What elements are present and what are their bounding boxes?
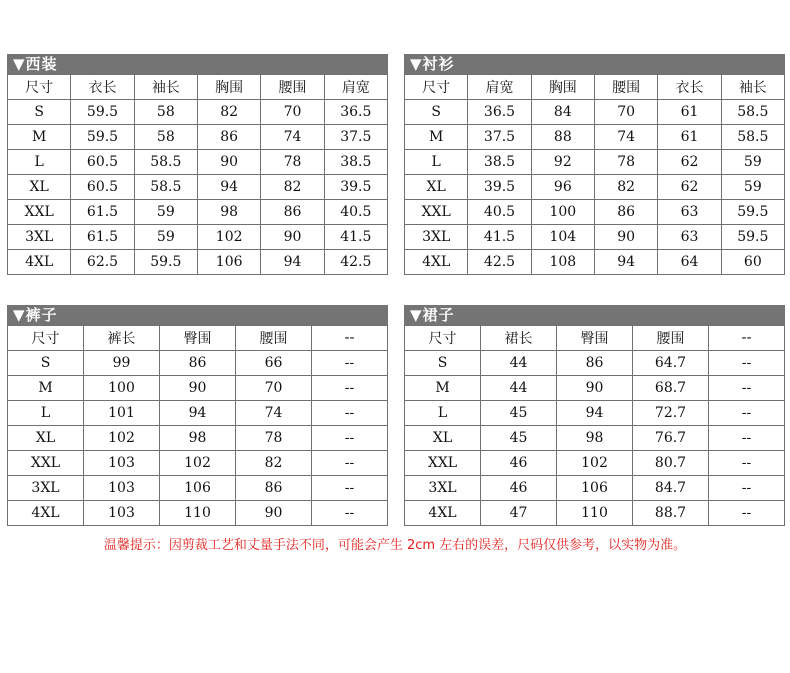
table-cell: -- [312,476,388,501]
table-cell: 106 [557,476,633,501]
table-cell: 4XL [405,501,481,526]
table-row [8,376,388,401]
table-cell: 62.5 [71,250,134,275]
table-cell: 86 [594,200,657,225]
table-row [8,451,388,476]
table-cell: M [8,376,84,401]
table-cell: 68.7 [633,376,709,401]
table-cell: XXL [405,451,481,476]
table-row [8,476,388,501]
table-cell: S [405,100,468,125]
table-cell: 108 [531,250,594,275]
column-header: 袖长 [721,75,784,100]
column-header: 胸围 [197,75,260,100]
table-cell: 102 [160,451,236,476]
table-cell: L [405,401,481,426]
pants-size-table [7,305,388,526]
table-cell: 102 [84,426,160,451]
column-header: 裤长 [84,326,160,351]
table-row [405,501,785,526]
table-cell: M [405,376,481,401]
table-cell: 70 [594,100,657,125]
table-cell: 61 [658,125,721,150]
table-cell: -- [312,351,388,376]
table-cell: 94 [197,175,260,200]
table-cell: 58.5 [721,125,784,150]
table-cell: 84 [531,100,594,125]
column-header: 肩宽 [324,75,387,100]
table-row [405,426,785,451]
table-cell: 39.5 [324,175,387,200]
table-cell: 59 [721,175,784,200]
table-row [8,501,388,526]
table-cell: 38.5 [468,150,531,175]
table-cell: -- [312,401,388,426]
table-cell: 58.5 [134,175,197,200]
table-row [405,351,785,376]
table-cell: 74 [236,401,312,426]
table-cell: 47 [481,501,557,526]
table-cell: 59 [134,225,197,250]
table-cell: 59.5 [721,200,784,225]
table-cell: 42.5 [468,250,531,275]
table-title: ▼裤子 [7,305,388,325]
table-cell: 4XL [8,501,84,526]
table-cell: 4XL [405,250,468,275]
table-cell: XL [8,426,84,451]
table-cell: 63 [658,200,721,225]
table-cell: -- [709,426,785,451]
column-header: 衣长 [71,75,134,100]
table-cell: 86 [236,476,312,501]
table-cell: L [8,150,71,175]
table-cell: 41.5 [324,225,387,250]
table-cell: 86 [160,351,236,376]
table-row [405,451,785,476]
table-cell: 82 [236,451,312,476]
table-cell: 58 [134,100,197,125]
table-cell: 82 [594,175,657,200]
table-cell: -- [709,501,785,526]
table-row [405,376,785,401]
table-cell: 37.5 [468,125,531,150]
table-cell: 96 [531,175,594,200]
table-cell: 86 [557,351,633,376]
table-cell: 82 [197,100,260,125]
table-cell: 59.5 [71,125,134,150]
table-cell: 61.5 [71,225,134,250]
table-cell: 102 [557,451,633,476]
column-header: 腰围 [633,326,709,351]
table-cell: L [405,150,468,175]
table-cell: 62 [658,150,721,175]
table-row [8,125,388,150]
table-cell: XL [8,175,71,200]
table-cell: 100 [531,200,594,225]
column-header: 尺寸 [8,326,84,351]
table-cell: XL [405,175,468,200]
column-header: 尺寸 [8,75,71,100]
table-cell: 98 [160,426,236,451]
table-cell: 44 [481,351,557,376]
table-cell: -- [312,451,388,476]
table-cell: 46 [481,476,557,501]
table-cell: 103 [84,451,160,476]
table-cell: 61 [658,100,721,125]
table-cell: 88.7 [633,501,709,526]
size-table-grid [404,325,785,526]
table-cell: 38.5 [324,150,387,175]
table-cell: -- [709,401,785,426]
table-cell: XXL [8,451,84,476]
header-row [8,326,388,351]
suit-size-table [7,54,388,275]
size-table-grid [404,74,785,275]
shirt-size-table [404,54,785,275]
table-cell: 86 [197,125,260,150]
table-cell: 59.5 [134,250,197,275]
table-cell: 98 [557,426,633,451]
table-cell: -- [312,426,388,451]
column-header: 尺寸 [405,326,481,351]
table-cell: 78 [261,150,324,175]
table-row [405,100,785,125]
table-cell: 82 [261,175,324,200]
table-row [8,150,388,175]
header-row [405,326,785,351]
table-cell: 64 [658,250,721,275]
table-cell: 102 [197,225,260,250]
table-cell: 90 [197,150,260,175]
table-cell: 94 [160,401,236,426]
table-cell: 61.5 [71,200,134,225]
table-cell: 90 [236,501,312,526]
table-cell: 99 [84,351,160,376]
table-cell: 45 [481,426,557,451]
table-row [8,250,388,275]
table-title: ▼裙子 [404,305,785,325]
table-cell: 60.5 [71,150,134,175]
column-header: -- [709,326,785,351]
table-cell: 37.5 [324,125,387,150]
table-cell: 94 [594,250,657,275]
table-row [8,351,388,376]
table-cell: M [405,125,468,150]
header-row [8,75,388,100]
table-cell: 100 [84,376,160,401]
table-cell: 64.7 [633,351,709,376]
table-cell: 110 [557,501,633,526]
size-table-grid [7,74,388,275]
column-header: 衣长 [658,75,721,100]
table-cell: 74 [261,125,324,150]
table-cell: 98 [197,200,260,225]
table-cell: S [8,100,71,125]
table-cell: 90 [557,376,633,401]
table-cell: 58.5 [721,100,784,125]
table-cell: -- [312,501,388,526]
column-header: 腰围 [236,326,312,351]
table-cell: 76.7 [633,426,709,451]
table-cell: 36.5 [324,100,387,125]
table-cell: -- [709,476,785,501]
table-cell: 3XL [405,476,481,501]
table-cell: 3XL [8,225,71,250]
header-row [405,75,785,100]
table-cell: 106 [160,476,236,501]
table-row [8,401,388,426]
table-cell: L [8,401,84,426]
skirt-size-table [404,305,785,526]
table-cell: 80.7 [633,451,709,476]
table-cell: -- [709,451,785,476]
table-cell: 70 [236,376,312,401]
table-cell: 78 [594,150,657,175]
table-cell: 110 [160,501,236,526]
table-row [405,125,785,150]
table-cell: 3XL [8,476,84,501]
column-header: -- [312,326,388,351]
table-cell: 60.5 [71,175,134,200]
column-header: 臀围 [160,326,236,351]
table-cell: 59.5 [721,225,784,250]
size-note: 温馨提示：因剪裁工艺和丈量手法不同，可能会产生 2cm 左右的误差，尺码仅供参考，以实物为准。 [103,538,687,553]
column-header: 袖长 [134,75,197,100]
column-header: 尺寸 [405,75,468,100]
table-row [405,225,785,250]
table-cell: 4XL [8,250,71,275]
column-header: 腰围 [594,75,657,100]
column-header: 肩宽 [468,75,531,100]
table-cell: 63 [658,225,721,250]
column-header: 裙长 [481,326,557,351]
table-cell: 94 [557,401,633,426]
table-row [405,175,785,200]
table-cell: 104 [531,225,594,250]
table-row [405,200,785,225]
table-cell: 58 [134,125,197,150]
table-cell: 46 [481,451,557,476]
table-cell: 36.5 [468,100,531,125]
table-cell: 88 [531,125,594,150]
table-cell: 90 [594,225,657,250]
table-cell: M [8,125,71,150]
table-cell: 60 [721,250,784,275]
table-cell: 92 [531,150,594,175]
table-cell: 44 [481,376,557,401]
table-title: ▼衬衫 [404,54,785,74]
table-cell: 59 [721,150,784,175]
table-cell: 3XL [405,225,468,250]
table-cell: -- [709,376,785,401]
size-table-grid [7,325,388,526]
table-row [8,175,388,200]
table-cell: S [8,351,84,376]
table-row [405,401,785,426]
table-cell: 70 [261,100,324,125]
column-header: 腰围 [261,75,324,100]
table-cell: 59 [134,200,197,225]
table-cell: XXL [8,200,71,225]
table-cell: -- [709,351,785,376]
table-row [8,100,388,125]
table-cell: 74 [594,125,657,150]
table-row [405,150,785,175]
column-header: 臀围 [557,326,633,351]
table-cell: 78 [236,426,312,451]
table-row [405,476,785,501]
table-cell: 42.5 [324,250,387,275]
table-cell: 62 [658,175,721,200]
column-header: 胸围 [531,75,594,100]
table-cell: 72.7 [633,401,709,426]
table-cell: 103 [84,476,160,501]
table-cell: 58.5 [134,150,197,175]
table-cell: 39.5 [468,175,531,200]
table-cell: S [405,351,481,376]
table-cell: 66 [236,351,312,376]
table-row [8,225,388,250]
table-cell: 40.5 [324,200,387,225]
table-cell: 94 [261,250,324,275]
table-row [405,250,785,275]
table-cell: 86 [261,200,324,225]
table-cell: 41.5 [468,225,531,250]
table-cell: 90 [261,225,324,250]
table-cell: XXL [405,200,468,225]
table-cell: -- [312,376,388,401]
table-title: ▼西装 [7,54,388,74]
table-cell: 106 [197,250,260,275]
table-row [8,426,388,451]
table-cell: 40.5 [468,200,531,225]
table-row [8,200,388,225]
table-cell: 90 [160,376,236,401]
table-cell: 45 [481,401,557,426]
table-cell: 84.7 [633,476,709,501]
table-cell: XL [405,426,481,451]
table-cell: 59.5 [71,100,134,125]
table-cell: 103 [84,501,160,526]
table-cell: 101 [84,401,160,426]
